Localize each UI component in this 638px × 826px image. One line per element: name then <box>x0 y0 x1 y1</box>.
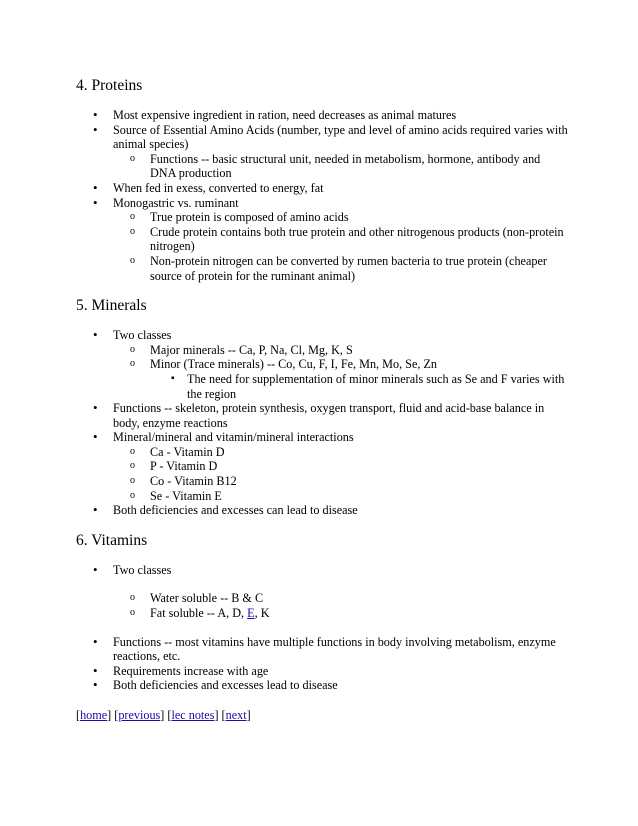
vitamin-e-link[interactable]: E <box>247 606 255 621</box>
list-item: o Minor (Trace minerals) -- Co, Cu, F, I, Fe, Mn, Mo, Se, Zn ▪ The need for supplementation of minor minerals such as Se and F varies with the region <box>150 357 568 401</box>
list-item: • Functions -- most vitamins have multiple functions in body involving metabolism, enzyme reactions, etc. <box>113 635 568 664</box>
list-item: o Co - Vitamin B12 <box>150 474 568 489</box>
vitamins-list <box>113 563 568 693</box>
ruminant-sublist <box>150 210 568 283</box>
list-item: o Se - Vitamin E <box>150 489 568 504</box>
interactions-sublist <box>150 445 568 503</box>
proteins-list <box>113 108 568 283</box>
list-item: ▪ The need for supplementation of minor minerals such as Se and F varies with the region <box>187 372 568 401</box>
list-item: o Non-protein nitrogen can be converted by rumen bacteria to true protein (cheaper source of protein for the ruminant animal) <box>150 254 568 283</box>
list-item: • Two classes o Water soluble -- B & C o Fat soluble -- A, D, E, K <box>113 563 568 621</box>
previous-link[interactable]: previous <box>118 708 161 722</box>
list-item: • Mineral/mineral and vitamin/mineral interactions o Ca - Vitamin D o P - Vitamin D o Co - Vitamin B12 o Se - Vitamin E <box>113 430 568 503</box>
list-item: • When fed in exess, converted to energy, fat <box>113 181 568 196</box>
list-item: • Requirements increase with age <box>113 664 568 679</box>
list-item: o Crude protein contains both true protein and other nitrogenous products (non-protein nitrogen) <box>150 225 568 254</box>
lec-notes-link[interactable]: lec notes <box>171 708 215 722</box>
list-item: • Both deficiencies and excesses lead to disease <box>113 678 568 693</box>
section-heading-vitamins: 6. Vitamins <box>76 531 148 549</box>
list-item: • Most expensive ingredient in ration, need decreases as animal matures <box>113 108 568 123</box>
list-item: • Source of Essential Amino Acids (number, type and level of amino acids required varies with animal species) o Functions -- basic structural unit, needed in metabolism, hormone, antibody and DNA production <box>113 123 568 181</box>
trace-minerals-sublist <box>187 372 568 401</box>
amino-acids-sublist <box>150 152 568 181</box>
list-item: o Functions -- basic structural unit, needed in metabolism, hormone, antibody and DNA production <box>150 152 568 181</box>
minerals-list <box>113 328 568 518</box>
list-item: o Major minerals -- Ca, P, Na, Cl, Mg, K, S <box>150 343 568 358</box>
footer-nav: [home] [previous] [lec notes] [next] <box>76 708 251 722</box>
home-link[interactable]: home <box>80 708 108 722</box>
list-item: • Both deficiencies and excesses can lead to disease <box>113 503 568 518</box>
section-proteins <box>76 77 568 283</box>
list-item: o Fat soluble -- A, D, E, K <box>150 606 568 621</box>
section-heading-proteins: 4. Proteins <box>76 77 143 94</box>
section-vitamins <box>76 532 568 693</box>
section-minerals <box>76 297 568 518</box>
list-item: o True protein is composed of amino acids <box>150 210 568 225</box>
list-item: o P - Vitamin D <box>150 459 568 474</box>
section-heading-minerals: 5. Minerals <box>76 297 147 315</box>
next-link[interactable]: next <box>225 708 247 722</box>
list-item: • Functions -- skeleton, protein synthesis, oxygen transport, fluid and acid-base balance in body, enzyme reactions <box>113 401 568 430</box>
mineral-classes-sublist <box>150 343 568 401</box>
vitamin-classes-sublist <box>150 591 568 620</box>
list-item: • Two classes o Major minerals -- Ca, P, Na, Cl, Mg, K, S o Minor (Trace minerals) -- Co, Cu, F, I, Fe, Mn, Mo, Se, Zn ▪ The need for supplementation of minor minerals such as Se and F varies with the region <box>113 328 568 401</box>
list-item: o Water soluble -- B & C <box>150 591 568 606</box>
list-item: o Ca - Vitamin D <box>150 445 568 460</box>
list-item: • Monogastric vs. ruminant o True protein is composed of amino acids o Crude protein contains both true protein and other nitrogenous products (non-protein nitrogen) o Non-protein nitrogen can be converted by rumen bacteria to true protein (cheaper source of protein for the ruminant animal) <box>113 196 568 284</box>
